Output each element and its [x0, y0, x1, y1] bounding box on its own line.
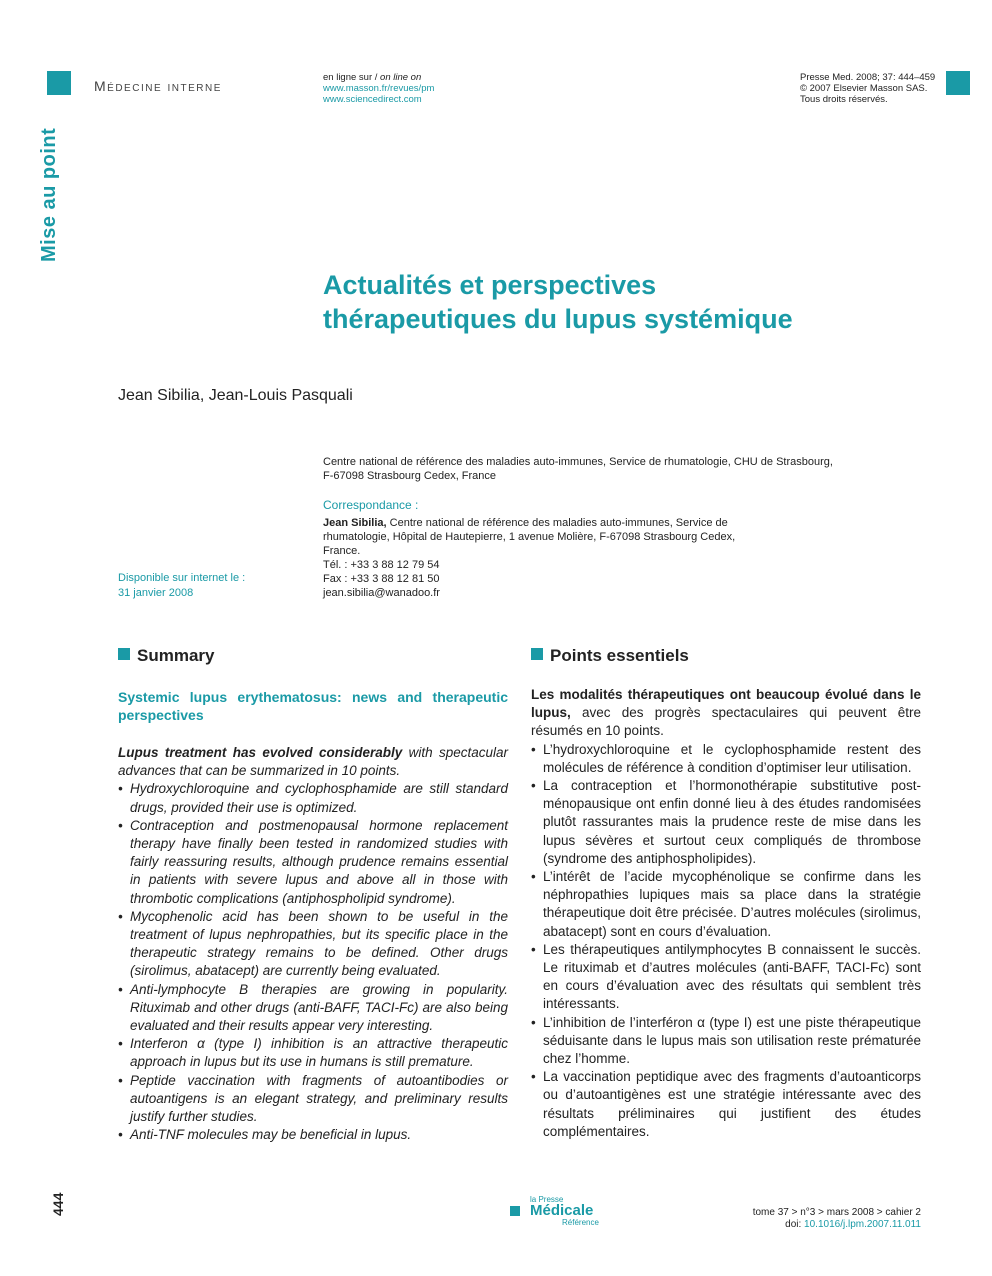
- points-bullet-item: • L’hydroxychloroquine et le cyclophosphamide restent des molécules de référence à condition d’optimiser leur utilisation.: [531, 741, 921, 777]
- summary-bullet-item: • Interferon α (type I) inhibition is an attractive therapeutic approach in lupus but its use in humans is still premature.: [118, 1035, 508, 1071]
- summary-bullet-item: • Peptide vaccination with fragments of autoantibodies or autoantigens is an elegant strategy, and preliminary results justify further studies.: [118, 1072, 508, 1127]
- online-line: en ligne sur / on line on: [323, 72, 422, 83]
- citation-block: [800, 72, 935, 105]
- telephone: Tél. : +33 3 88 12 79 54: [323, 559, 440, 571]
- email[interactable]: jean.sibilia@wanadoo.fr: [323, 587, 440, 599]
- points-bullet-item: • L’inhibition de l’interféron α (type I) est une piste thérapeutique séduisante dans le lupus mais son utilisation reste prématurée chez l’homme.: [531, 1014, 921, 1069]
- sciencedirect-url[interactable]: www.sciencedirect.com: [323, 94, 422, 105]
- points-bullet-item: • La vaccination peptidique avec des fragments d’autoanticorps ou d’autoantigènes est une stratégie intéressante avec des résultats préliminaires qui justifient des études complémentaires.: [531, 1068, 921, 1141]
- summary-bullet-item: • Anti-TNF molecules may be beneficial in lupus.: [118, 1126, 508, 1144]
- copyright: © 2007 Elsevier Masson SAS.: [800, 83, 928, 94]
- heading-square-icon: [118, 648, 130, 660]
- summary-bullet-item: • Anti-lymphocyte B therapies are growing in popularity. Rituximab and other drugs (anti-BAFF, TACI-Fc) are also being evaluated and their results appear very interesting.: [118, 981, 508, 1036]
- affiliation: Centre national de référence des maladies auto-immunes, Service de rhumatologie, CHU de Strasbourg, F-67098 Strasbourg Cedex, France: [323, 456, 833, 482]
- points-body: [531, 686, 921, 1141]
- journal-url[interactable]: www.masson.fr/revues/pm: [323, 83, 435, 94]
- doi-link[interactable]: 10.1016/j.lpm.2007.11.011: [804, 1219, 921, 1230]
- citation: Presse Med. 2008; 37: 444–459: [800, 72, 936, 83]
- corr-name: Jean Sibilia,: [323, 517, 387, 529]
- page-number: 444: [50, 1192, 66, 1216]
- heading-square-icon: [531, 648, 543, 660]
- fax: Fax : +33 3 88 12 81 50: [323, 573, 440, 585]
- corner-square-left: [47, 71, 71, 95]
- rights: Tous droits réservés.: [800, 94, 888, 105]
- points-intro: Les modalités thérapeutiques ont beaucoup évolué dans le lupus, avec des progrès spectaculaires qui peuvent être résumés en 10 points.: [531, 687, 921, 739]
- journal-logo: la Presse Médicale Référence: [530, 1195, 599, 1227]
- doi-line: doi: 10.1016/j.lpm.2007.11.011: [785, 1219, 921, 1230]
- summary-bullet-item: • Contraception and postmenopausal hormone replacement therapy have finally been tested in randomized studies with fairly reassuring results, although prudence remains essential in patients with severe lupus and above all in those with thrombotic complications (antiphospholipid syndrome).: [118, 817, 508, 908]
- article-title: [323, 268, 793, 336]
- points-bullet-item: • La contraception et l’hormonothérapie substitutive post-ménopausique ont enfin donné lieu à des études randomisées plutôt rassurantes mais la prudence reste de mise dans les lupus sévères et surtout ceux compliqués de thrombose (syndrome des antiphospholipides).: [531, 777, 921, 868]
- summary-subtitle: Systemic lupus erythematosus: news and therapeutic perspectives: [118, 689, 508, 723]
- corner-square-right: [946, 71, 970, 95]
- availability: Disponible sur internet le : 31 janvier 2008: [118, 572, 246, 599]
- summary-body: [118, 744, 508, 1144]
- summary-intro: Lupus treatment has evolved considerably with spectacular advances that can be summarized in 10 points.: [118, 745, 508, 779]
- title-line-2: thérapeutiques du lupus systémique: [323, 304, 793, 334]
- points-bullet-item: • Les thérapeutiques antilymphocytes B connaissent le succès. Le rituximab et d’autres molécules (anti-BAFF, TACI-Fc) sont en cours d’évaluation avec des résultats qui semblent très intéressants.: [531, 941, 921, 1014]
- summary-bullet-list: [118, 780, 508, 1144]
- summary-bullet-item: • Hydroxychloroquine and cyclophosphamide are still standard drugs, provided their use is optimized.: [118, 780, 508, 816]
- points-heading: Points essentiels: [531, 646, 689, 666]
- authors: Jean Sibilia, Jean-Louis Pasquali: [118, 387, 353, 404]
- online-block: [323, 72, 434, 105]
- issue: tome 37 > n°3 > mars 2008 > cahier 2: [752, 1207, 921, 1218]
- summary-heading: Summary: [118, 646, 214, 666]
- correspondence-block: Jean Sibilia, Centre national de référence des maladies auto-immunes, Service de rhumatologie, Hôpital de Hautepierre, 1 avenue Molière, F-67098 Strasbourg Cedex, France. Tél. : +33 3 88 12 79 54 Fax : +33 3 88 12 81 50 jean.sibilia@wanadoo.fr: [323, 517, 736, 599]
- points-bullet-list: [531, 741, 921, 1141]
- title-line-1: Actualités et perspectives: [323, 270, 657, 300]
- points-bullet-item: • L’intérêt de l’acide mycophénolique se confirme dans les néphropathies lupiques mais sa place dans la stratégie thérapeutique doit être précisée. D’autres molécules (sirolimus, abatacept) sont en cours d’évaluation.: [531, 868, 921, 941]
- article-type-label: Mise au point: [38, 127, 60, 262]
- summary-bullet-item: • Mycophenolic acid has been shown to be useful in the treatment of lupus nephropathies, but its specific place in the therapeutic strategy remains to be defined. Other drugs (sirolimus, abatacept) are currently being evaluated.: [118, 908, 508, 981]
- logo-square: [510, 1206, 520, 1216]
- issue-info: [753, 1207, 921, 1231]
- correspondence-label: Correspondance :: [323, 498, 419, 512]
- section-name: Médecine interne: [94, 78, 222, 94]
